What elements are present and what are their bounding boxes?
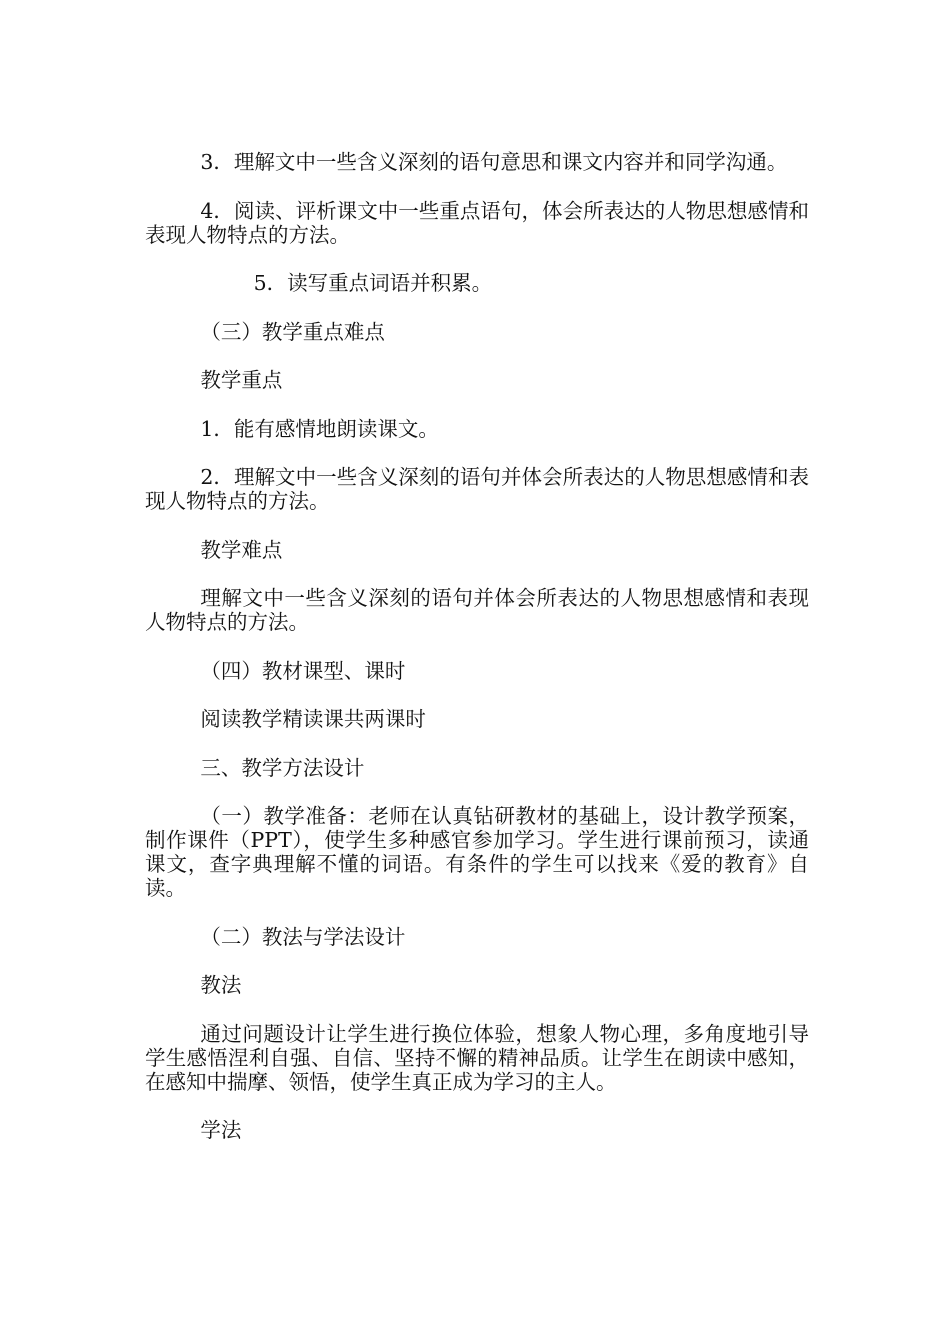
difficulty-text: 理解文中一些含义深刻的语句并体会所表达的人物思想感情和表现人物特点的方法。	[145, 586, 809, 634]
section-heading-method-design: （二）教法与学法设计	[200, 924, 406, 949]
section-heading-methods: 三、教学方法设计	[200, 755, 365, 780]
section-heading-key-points: （三）教学重点难点	[200, 319, 385, 344]
objective-4: 4．阅读、评析课文中一些重点语句，体会所表达的人物思想感情和表现人物特点的方法。	[145, 198, 809, 247]
preparation-text: （一）教学准备：老师在认真钻研教材的基础上，设计教学预案，制作课件（PPT），使学生多种感官参加学习。学生进行课前预习，读通课文，查字典理解不懂的词语。有条件的学生可以找来《爱的教育》自读。	[145, 804, 809, 900]
key-point-1: 1．能有感情地朗读课文。	[200, 416, 439, 441]
subheading-difficulties: 教学难点	[200, 537, 283, 562]
section-heading-lesson-type: （四）教材课型、课时	[200, 658, 406, 683]
objective-3: 3．理解文中一些含义深刻的语句意思和课文内容并和同学沟通。	[200, 150, 788, 174]
lesson-type-text: 阅读教学精读课共两课时	[200, 707, 426, 731]
subheading-learning-method: 学法	[200, 1118, 242, 1142]
key-point-2: 2．理解文中一些含义深刻的语句并体会所表达的人物思想感情和表现人物特点的方法。	[145, 465, 809, 513]
document-body	[145, 150, 809, 1167]
teaching-method-text: 通过问题设计让学生进行换位体验，想象人物心理，多角度地引导学生感悟涅利自强、自信、坚持不懈的精神品质。让学生在朗读中感知，在感知中揣摩、领悟，使学生真正成为学习的主人。	[145, 1021, 809, 1094]
objective-5: 5．读写重点词语并积累。	[253, 271, 493, 295]
subheading-teaching-method: 教法	[200, 973, 242, 997]
subheading-key-points: 教学重点	[200, 368, 283, 392]
